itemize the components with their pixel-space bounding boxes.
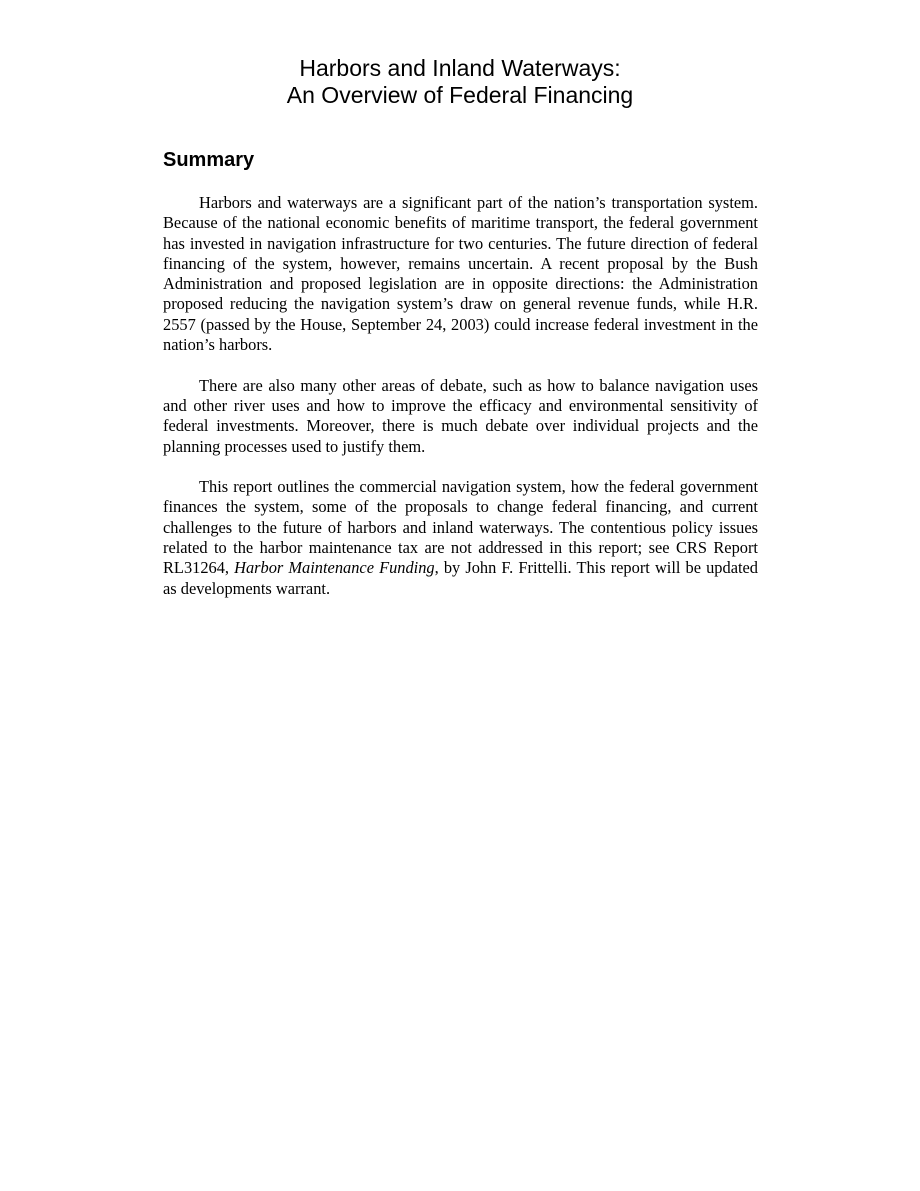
title-line-1: Harbors and Inland Waterways: <box>299 55 621 81</box>
paragraph-3-text-start: This report outlines the commercial navigation system, how the federal government finances the system, some of the proposals to change federal financing, and current challenges to the future of harbors and inland waterways. The contentious policy issues related to the harbor maintenance tax are not addressed in this report; see CRS Report RL31264, <box>163 477 758 578</box>
title-line-2: An Overview of Federal Financing <box>286 82 634 108</box>
paragraph-2: There are also many other areas of debate, such as how to balance navigation uses and other river uses and how to improve the efficacy and environmental sensitivity of federal investments. Moreover, there is much debate over individual projects and the planning processes used to justify them. <box>163 375 758 456</box>
summary-body <box>163 193 758 599</box>
section-heading-summary: Summary <box>163 149 255 171</box>
paragraph-1: Harbors and waterways are a significant part of the nation’s transportation system. Because of the national economic benefits of maritime transport, the federal government has invested in navigation infrastructure for two centuries. The future direction of federal financing of the system, however, remains uncertain. A recent proposal by the Bush Administration and proposed legislation are in opposite directions: the Administration proposed reducing the navigation system’s draw on general revenue funds, while H.R. 2557 (passed by the House, September 24, 2003) could increase federal investment in the nation’s harbors. <box>163 193 758 355</box>
document-title <box>0 55 920 109</box>
report-title-italic: Harbor Maintenance Funding <box>234 558 435 578</box>
paragraph-3-text-end: , by John F. Frittelli. This report will be updated as developments warrant. <box>163 558 758 598</box>
paragraph-3 <box>163 477 758 599</box>
